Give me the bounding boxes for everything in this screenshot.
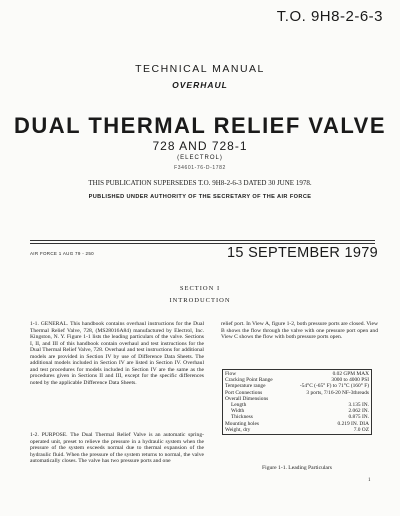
supersedes-notice: THIS PUBLICATION SUPERSEDES T.O. 9H8-2-6-3 DATED 30 JUNE 1978. (88, 179, 312, 187)
spec-value: 2.062 IN. (348, 408, 369, 415)
spec-label: Port Connections (225, 389, 263, 396)
document-title: DUAL THERMAL RELIEF VALVE (14, 113, 386, 138)
paragraph-purpose: 1-2. PURPOSE. The Dual Thermal Relief Valve is an automatic spring-operated unit, preset to relieve the pressure in a hydraulic system when the pressure of the system exceeds normal due to thermal expansion of the hydraulic fluid. When the pressure of the system returns to normal, the valve automatically closes. The valve has two pressure ports and one (30, 432, 204, 464)
to-number: T.O. 9H8-2-6-3 (276, 8, 383, 25)
manual-subtitle: OVERHAUL (172, 80, 228, 90)
model-numbers: 728 AND 728-1 (152, 139, 248, 153)
spec-value: 7.0 OZ (353, 426, 369, 433)
divider-rule (30, 243, 375, 244)
spec-value: 3 ports, 7/16-20 NF-3threads (306, 389, 369, 396)
contract-code: F34601-76-D-1782 (174, 165, 226, 171)
af-code: AIR FORCE 1 AUG 79 - 250 (30, 251, 94, 256)
section-number: SECTION I (179, 285, 221, 292)
spec-label: Overall Dimensions (225, 395, 269, 402)
page-number: 1 (368, 478, 371, 483)
spec-label: Thickness (231, 414, 253, 421)
authority-notice: PUBLISHED UNDER AUTHORITY OF THE SECRETARY OF THE AIR FORCE (88, 194, 312, 200)
spec-label: Cracking Point Range (225, 377, 273, 384)
spec-value: 0.219 IN. DIA (337, 420, 369, 427)
spec-label: Width (231, 408, 245, 415)
spec-label: Flow (225, 371, 237, 377)
paragraph-general: 1-1. GENERAL. This handbook contains overhaul instructions for the Dual Thermal Relief Valve, 728, (MS28016A84) manufactured by Electrol, Inc. Kingston, N. Y. Figure 1-1 lists the leading particulars of the valve. Sections I, II, and III of this handbook contain overhaul and test instructions for the Dual Thermal Relief Valve, 728. Overhaul and test instructions for additional models are provided in Section IV by use of Difference Data Sheets. The additional models included in Section IV are listed in Section IV. Overhaul and test procedures for models included in Section IV are the same as the procedures given in Sections II and III, except for the specific differences noted by the applicable Difference Data Sheets. (30, 321, 204, 386)
spec-label: Temperature range (225, 383, 266, 390)
spec-value: 0.02 GPM MAX (332, 371, 369, 377)
spec-value: -54°C (-65° F) to 71°C (160° F) (299, 383, 369, 390)
publication-date: 15 SEPTEMBER 1979 (227, 245, 378, 261)
section-title: INTRODUCTION (169, 297, 231, 304)
divider-rule (30, 240, 375, 241)
manual-type: TECHNICAL MANUAL (135, 63, 265, 75)
leading-particulars-table (222, 369, 372, 435)
spec-label: Length (231, 402, 247, 409)
spec-row (225, 427, 369, 433)
spec-value: 0.875 IN. (348, 414, 369, 421)
spec-value: 3000 to 4000 PSI (331, 377, 369, 384)
spec-label: Weight, dry (225, 426, 251, 433)
paragraph-continued: relief port. In View A, figure 1-2, both pressure ports are closed. View B shows the flow through the valve with one pressure port open and View C shows the flow with both pressure ports open. (221, 321, 378, 340)
spec-value: 3.135 IN. (348, 402, 369, 409)
spec-label: Mounting holes (225, 420, 259, 427)
manufacturer: (ELECTROL) (177, 155, 223, 161)
figure-caption: Figure 1-1. Leading Particulars (262, 465, 332, 471)
